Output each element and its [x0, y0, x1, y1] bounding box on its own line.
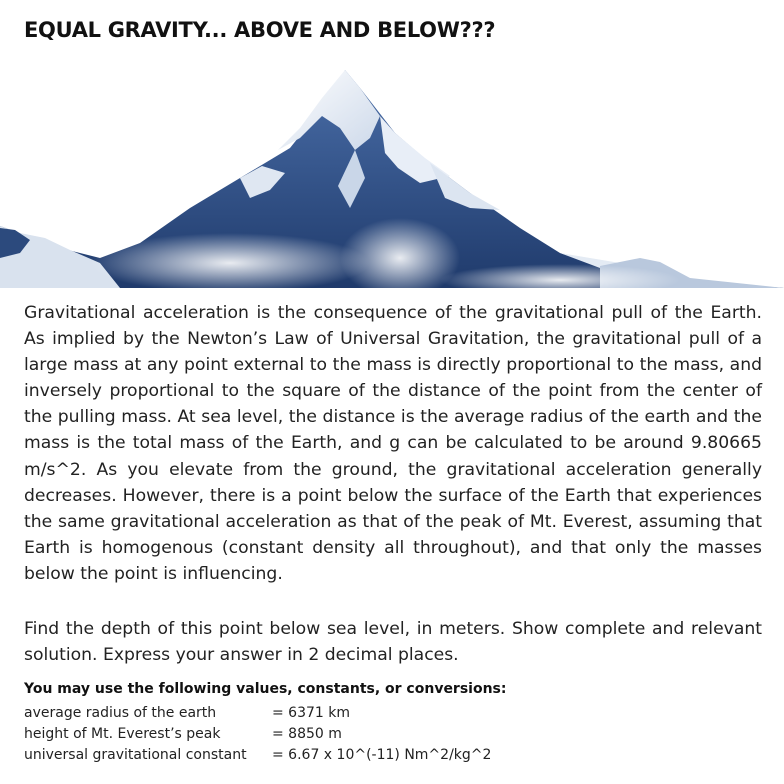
given-values-heading: You may use the following values, constants, or conversions: [24, 681, 507, 697]
given-label: universal gravitational constant [24, 747, 247, 763]
given-value: = 8850 m [272, 726, 342, 742]
given-value: = 6371 km [272, 705, 351, 721]
page-title: EQUAL GRAVITY... ABOVE AND BELOW??? [24, 18, 496, 42]
given-values-list [24, 703, 491, 766]
given-row-gravitational-constant [24, 745, 491, 766]
intro-paragraph: Gravitational acceleration is the consequence of the gravitational pull of the Earth. As implied by the Newton’s Law of Universal Gravitation, the gravitational pull of a large mass at any point external to the mass is directly proportional to the mass, and inversely proportional to the square of the distance of the point from the center of the pulling mass. At sea level, the distance is the average radius of the earth and the mass is the total mass of the Earth, and g can be calculated to be around 9.80665 m/s^2. As you elevate from the ground, the gravitational acceleration generally decreases. However, there is a point below the surface of the Earth that experiences the same gravitational acceleration as that of the peak of Mt. Everest, assuming that Earth is homogenous (constant density all throughout), and that only the masses below the point is influencing. [24, 303, 762, 584]
question-text: Find the depth of this point below sea level, in meters. Show complete and relevant solution. Express your answer in 2 decimal places. [24, 619, 762, 666]
given-row-everest-height [24, 724, 491, 745]
given-row-radius [24, 703, 491, 724]
given-label: height of Mt. Everest’s peak [24, 726, 221, 742]
mountain-image [0, 58, 784, 288]
given-value: = 6.67 x 10^(-11) Nm^2/kg^2 [272, 747, 492, 763]
given-label: average radius of the earth [24, 705, 217, 721]
mountain-icon [0, 58, 784, 288]
